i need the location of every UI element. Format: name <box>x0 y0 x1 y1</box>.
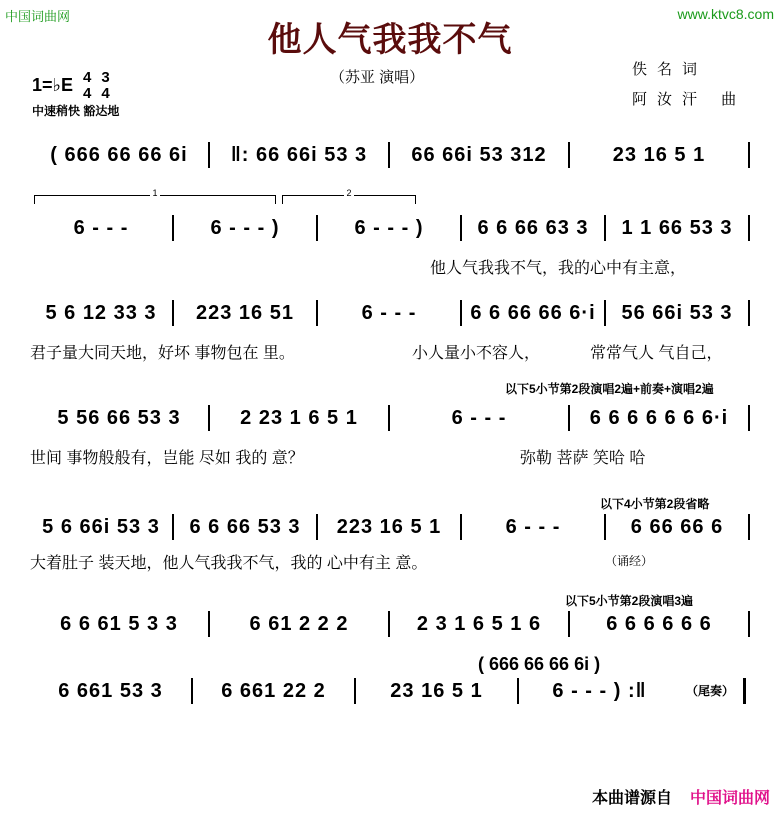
composer: 阿汝汗 曲 <box>632 91 747 108</box>
performance-note: 以下4小节第2段省略 <box>600 497 710 511</box>
lyrics: 小人量小不容人， <box>412 345 541 362</box>
measure: 6 6 61 5 3 3 <box>60 612 178 635</box>
measure: 6 - - - ) <box>210 216 280 239</box>
final-barline <box>743 678 746 704</box>
staff-line-6 <box>30 611 750 637</box>
measure: 23 16 5 1 <box>390 679 483 702</box>
lyrics: 他人气我我不气，我的心中有主意， <box>430 260 687 277</box>
measure: 6 6 66 63 3 <box>477 216 589 239</box>
measure: 5 6 12 33 3 <box>45 301 157 324</box>
numerator: 3 <box>101 69 110 86</box>
measure: 6 6 66 66 6·i <box>470 301 596 324</box>
tempo-marking: 中速稍快 豁达地 <box>32 104 120 118</box>
lyrics: 君子量大同天地，好坏 事物包在 里。 <box>30 345 295 362</box>
denominator: 4 <box>83 85 92 102</box>
measure: 66 66i 53 312 <box>411 143 547 166</box>
measure: 6 - - - ) <box>354 216 424 239</box>
measure: 2 3 1 6 5 1 6 <box>416 612 542 635</box>
lyrics: 大着肚子 装天地，他人气我我不气，我的 心中有主 意。 <box>30 555 428 572</box>
lyrics: 弥勒 菩萨 笑哈 哈 <box>520 450 646 467</box>
numerator: 4 <box>83 69 92 86</box>
staff-line-1 <box>30 142 750 168</box>
staff-line-2 <box>30 215 750 241</box>
measure: 6 6 6 6 6 6 <box>606 612 712 635</box>
barline <box>748 142 750 168</box>
footer-source <box>592 785 770 808</box>
staff-line-3 <box>30 300 750 326</box>
volta-number: 2 <box>346 188 352 198</box>
barline <box>748 514 750 540</box>
measure: 5 6 66i 53 3 <box>42 515 160 538</box>
volta-1 <box>34 188 276 204</box>
key: 1=♭E <box>32 74 74 95</box>
measure: 1 1 66 53 3 <box>621 216 733 239</box>
lyricist: 佚名词 <box>632 61 708 78</box>
song-title: 他人气我我不气 <box>267 21 513 59</box>
measure: ‖: 66 66i 53 3 <box>230 143 368 166</box>
coda-interlude: ( 666 66 66 6i ) <box>478 654 601 674</box>
denominator: 4 <box>101 85 110 102</box>
measure: 6 61 2 2 2 <box>249 612 349 635</box>
measure: 6 6 6 6 6 6 6·i <box>589 406 729 429</box>
singer: （苏亚 演唱） <box>330 69 425 86</box>
measure: 5 56 66 53 3 <box>57 406 181 429</box>
measure: 23 16 5 1 <box>612 143 706 166</box>
measure: 6 661 22 2 <box>221 679 326 702</box>
measure: 6 - - - <box>451 406 507 429</box>
staff-line-4 <box>30 405 750 431</box>
measure: 2 23 1 6 5 1 <box>240 406 358 429</box>
measure: 56 66i 53 3 <box>621 301 733 324</box>
staff-line-5 <box>30 514 750 540</box>
measure: 6 - - - <box>73 216 129 239</box>
lyrics: 世间 事物般般有，岂能 尽如 我的 意？ <box>30 450 304 467</box>
performance-note: 以下5小节第2段演唱3遍 <box>565 594 694 608</box>
time-signature-1 <box>83 70 91 102</box>
barline <box>748 405 750 431</box>
barline <box>748 215 750 241</box>
lyrics-chant: （诵经） <box>605 554 654 568</box>
measure: 6 - - - ) :‖ <box>552 679 647 702</box>
volta-2 <box>282 188 416 204</box>
measure: 6 - - - <box>361 301 417 324</box>
measure: 6 661 53 3 <box>58 679 163 702</box>
source-label: 本曲谱源自 <box>591 790 672 807</box>
staff-line-7 <box>30 678 680 704</box>
site-watermark-right: www.ktvc8.com <box>677 6 774 22</box>
measure: 6 - - - <box>505 515 561 538</box>
measure: ( 666 66 66 6i <box>50 143 188 166</box>
volta-number: 1 <box>152 188 158 198</box>
time-signature-2 <box>101 70 109 102</box>
measure: 223 16 5 1 <box>336 515 442 538</box>
measure: 6 6 66 53 3 <box>189 515 301 538</box>
key-signature <box>32 70 110 102</box>
site-watermark-left: 中国词曲网 <box>5 9 71 24</box>
lyrics: 常常气人 气自己， <box>590 345 723 362</box>
source-site: 中国词曲网 <box>689 790 770 807</box>
barline <box>748 611 750 637</box>
ending-label: （尾奏） <box>686 684 735 698</box>
barline <box>748 300 750 326</box>
measure: 6 66 66 6 <box>630 515 724 538</box>
measure: 223 16 51 <box>196 301 294 324</box>
performance-note: 以下5小节第2段演唱2遍+前奏+演唱2遍 <box>505 382 714 396</box>
